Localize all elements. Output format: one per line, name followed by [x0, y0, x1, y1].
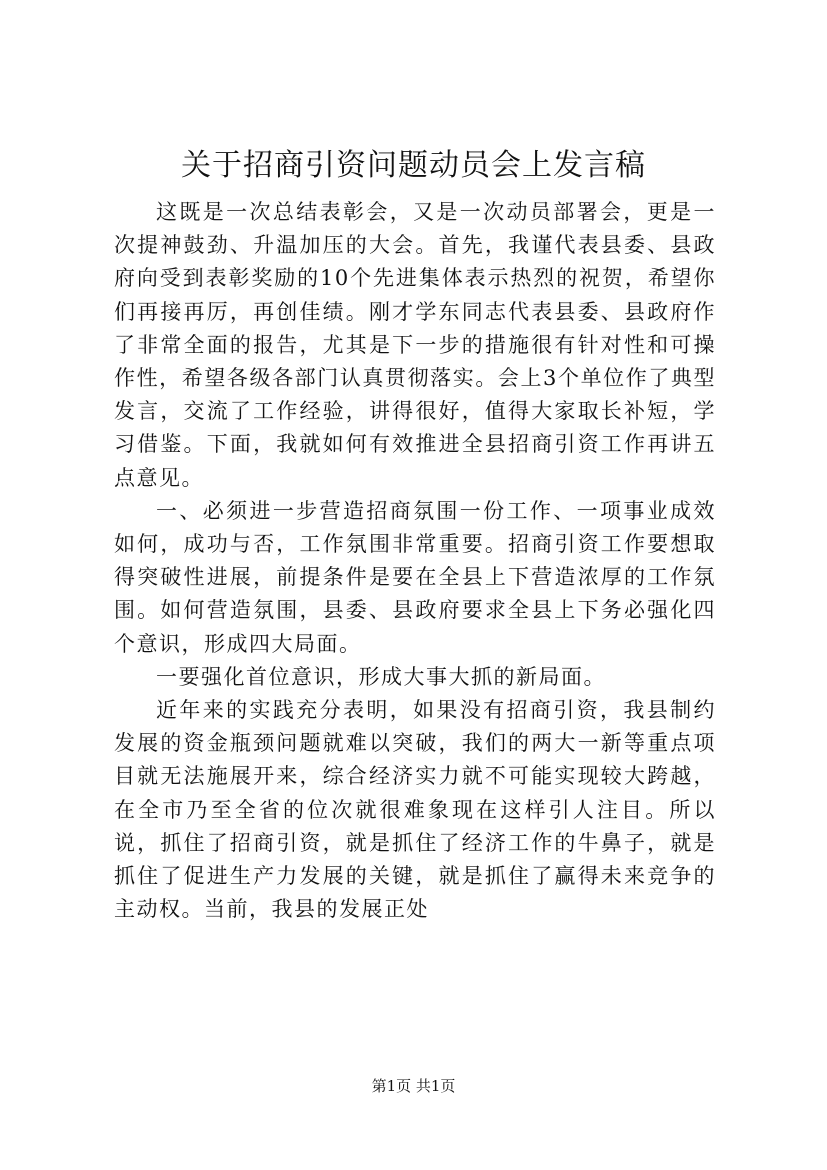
- paragraph-opening: 这既是一次总结表彰会，又是一次动员部署会，更是一次提神鼓劲、升温加压的大会。首先，我谨代表县委、县政府向受到表彰奖励的10个先进集体表示热烈的祝贺，希望你们再接再厉，再创佳绩。刚才学东同志代表县委、县政府作了非常全面的报告，尤其是下一步的措施很有针对性和可操作性，希望各级各部门认真贯彻落实。会上3个单位作了典型发言，交流了工作经验，讲得很好，值得大家取长补短，学习借鉴。下面，我就如何有效推进全县招商引资工作再讲五点意见。: [114, 200, 716, 490]
- document-body: [114, 196, 716, 926]
- page-footer: 第1页 共1页: [371, 1077, 456, 1095]
- paragraph-subpoint-one: 一要强化首位意识，形成大事大抓的新局面。: [156, 664, 606, 689]
- document-title: 关于招商引资问题动员会上发言稿: [181, 148, 646, 183]
- paragraph-point-one: 一、必须进一步营造招商氛围一份工作、一项事业成效如何，成功与否，工作氛围非常重要。招商引资工作要想取得突破性进展，前提条件是要在全县上下营造浓厚的工作氛围。如何营造氛围，县委、县政府要求全县上下务必强化四个意识，形成四大局面。: [114, 498, 716, 656]
- paragraph-practice: 近年来的实践充分表明，如果没有招商引资，我县制约发展的资金瓶颈问题就难以突破，我们的两大一新等重点项目就无法施展开来，综合经济实力就不可能实现较大跨越，在全市乃至全省的位次就很难象现在这样引人注目。所以说，抓住了招商引资，就是抓住了经济工作的牛鼻子，就是抓住了促进生产力发展的关键，就是抓住了赢得未来竞争的主动权。当前，我县的发展正处: [114, 698, 716, 922]
